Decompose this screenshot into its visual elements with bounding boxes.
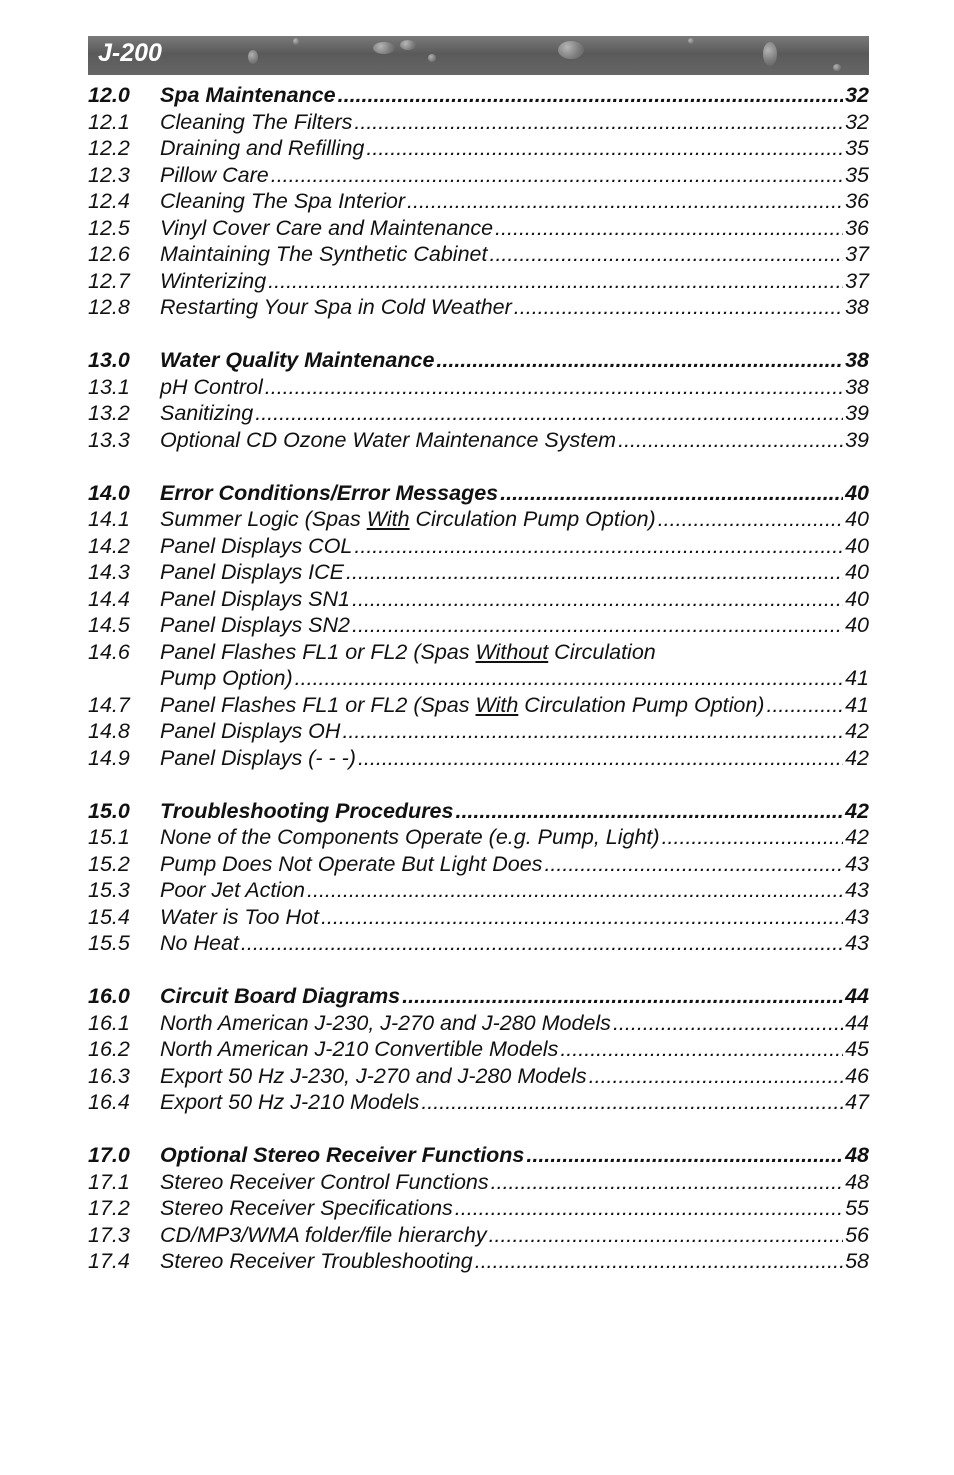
toc-title: Optional CD Ozone Water Maintenance System <box>160 427 617 452</box>
toc-entry-continuation[interactable] <box>88 665 869 692</box>
toc-entry[interactable] <box>88 1248 869 1275</box>
toc-number: 12.0 <box>88 83 130 107</box>
dot-leader <box>489 241 843 268</box>
toc-page-number: 48 <box>845 1143 869 1167</box>
toc-page-number: 55 <box>845 1196 869 1220</box>
toc-page-number: 38 <box>845 295 869 319</box>
toc-number: 14.2 <box>88 533 130 558</box>
toc-page-number: 36 <box>845 215 869 240</box>
toc-page-number: 40 <box>845 560 869 584</box>
toc-title: Stereo Receiver Control Functions <box>160 1169 489 1194</box>
dot-leader <box>475 1248 843 1275</box>
toc-title: Panel Displays ICE <box>160 560 345 584</box>
page-header-banner <box>88 36 869 75</box>
toc-title: Panel Displays OH <box>160 719 341 743</box>
toc-entry[interactable] <box>88 400 869 427</box>
toc-page-number: 39 <box>845 401 869 425</box>
dot-leader <box>514 294 843 321</box>
toc-number: 16.3 <box>88 1063 130 1088</box>
toc-title: Panel Flashes FL1 or FL2 (Spas With Circulation Pump Option) <box>160 692 765 717</box>
toc-number: 17.3 <box>88 1222 130 1247</box>
toc-title: No Heat <box>160 931 239 955</box>
toc-page-number: 43 <box>845 878 869 902</box>
toc-title: Pump Does Not Operate But Light Does <box>160 851 543 876</box>
toc-title: Water Quality Maintenance <box>160 348 435 372</box>
toc-title: Vinyl Cover Care and Maintenance <box>160 215 494 240</box>
toc-number: 12.6 <box>88 242 130 266</box>
toc-title: Panel Displays (- - -) <box>160 745 356 770</box>
toc-number: 14.8 <box>88 719 130 743</box>
dot-leader <box>358 745 843 772</box>
toc-page-number: 42 <box>845 719 869 743</box>
toc-title: Sanitizing <box>160 401 254 425</box>
toc-entry[interactable] <box>88 533 869 560</box>
toc-number: 17.0 <box>88 1143 130 1167</box>
toc-page-number: 48 <box>845 1169 869 1194</box>
toc-title: North American J-230, J-270 and J-280 Models <box>160 1010 611 1035</box>
dot-leader <box>658 506 843 533</box>
toc-number: 14.6 <box>88 639 130 664</box>
section-spacer <box>88 957 869 984</box>
toc-number: 12.4 <box>88 189 130 213</box>
toc-title: Pillow Care <box>160 162 269 187</box>
toc-section-heading[interactable] <box>88 82 869 109</box>
toc-number: 14.9 <box>88 745 130 770</box>
toc-section-heading[interactable] <box>88 347 869 374</box>
toc-title: Spa Maintenance <box>160 83 336 107</box>
water-drop-decoration <box>373 42 395 54</box>
toc-entry[interactable] <box>88 294 869 321</box>
toc-entry[interactable] <box>88 241 869 268</box>
section-spacer <box>88 453 869 480</box>
toc-number: 12.1 <box>88 109 130 134</box>
dot-leader <box>271 162 843 189</box>
toc-number: 17.2 <box>88 1196 130 1220</box>
toc-page-number: 56 <box>845 1222 869 1247</box>
dot-leader <box>342 718 843 745</box>
toc-section-heading[interactable] <box>88 798 869 825</box>
toc-entry[interactable] <box>88 506 869 533</box>
toc-title: Summer Logic (Spas With Circulation Pump Option) <box>160 507 656 531</box>
toc-page-number: 44 <box>845 984 869 1008</box>
toc-title: Winterizing <box>160 268 267 293</box>
toc-title: Stereo Receiver Troubleshooting <box>160 1249 473 1273</box>
dot-leader <box>321 904 843 931</box>
toc-number: 14.1 <box>88 507 130 531</box>
dot-leader <box>352 586 843 613</box>
water-drop-decoration <box>688 38 694 44</box>
toc-entry[interactable] <box>88 851 869 878</box>
toc-page-number: 44 <box>845 1010 869 1035</box>
toc-title: Restarting Your Spa in Cold Weather <box>160 295 512 319</box>
toc-number: 14.5 <box>88 613 130 637</box>
toc-page-number: 40 <box>845 507 869 531</box>
toc-page-number: 38 <box>845 374 869 399</box>
toc-title: Water is Too Hot <box>160 904 319 929</box>
toc-entry[interactable] <box>88 1063 869 1090</box>
dot-leader <box>421 1089 843 1116</box>
toc-title: Panel Flashes FL1 or FL2 (Spas Without Circulation <box>160 639 656 664</box>
toc-entry[interactable] <box>88 1089 869 1116</box>
toc-entry[interactable] <box>88 1195 869 1222</box>
dot-leader <box>407 188 843 215</box>
page-header-title: J-200 <box>98 39 162 67</box>
toc-entry[interactable] <box>88 1036 869 1063</box>
water-drop-decoration <box>428 54 436 62</box>
toc-title: pH Control <box>160 374 263 399</box>
dot-leader <box>491 1169 843 1196</box>
toc-number: 14.4 <box>88 586 130 611</box>
water-drop-decoration <box>833 64 841 71</box>
toc-number: 12.3 <box>88 162 130 187</box>
toc-page-number: 42 <box>845 825 869 849</box>
toc-page-number: 39 <box>845 427 869 452</box>
toc-number: 17.1 <box>88 1169 130 1194</box>
dot-leader <box>241 930 843 957</box>
toc-page-number: 40 <box>845 533 869 558</box>
section-spacer <box>88 771 869 798</box>
toc-entry[interactable] <box>88 374 869 401</box>
dot-leader <box>500 480 843 507</box>
water-drop-decoration <box>558 41 584 59</box>
toc-page-number: 43 <box>845 904 869 929</box>
toc-number: 17.4 <box>88 1249 130 1273</box>
toc-page-number: 43 <box>845 851 869 876</box>
toc-entry[interactable] <box>88 162 869 189</box>
dot-leader <box>618 427 843 454</box>
toc-entry[interactable] <box>88 877 869 904</box>
toc-title: Panel Displays SN1 <box>160 586 351 611</box>
toc-number: 16.0 <box>88 984 130 1008</box>
toc-entry[interactable] <box>88 612 869 639</box>
toc-title: Export 50 Hz J-230, J-270 and J-280 Models <box>160 1063 587 1088</box>
dot-leader <box>766 692 843 719</box>
toc-title: Error Conditions/Error Messages <box>160 480 499 505</box>
toc-title: Optional Stereo Receiver Functions <box>160 1143 525 1167</box>
toc-title: Panel Displays COL <box>160 533 353 558</box>
toc-page-number: 58 <box>845 1249 869 1273</box>
toc-entry[interactable] <box>88 824 869 851</box>
toc-title: Troubleshooting Procedures <box>160 798 454 823</box>
toc-number: 14.3 <box>88 560 130 584</box>
toc-number: 12.8 <box>88 295 130 319</box>
dot-leader <box>495 215 843 242</box>
dot-leader <box>307 877 843 904</box>
toc-entry[interactable] <box>88 268 869 295</box>
toc-page-number: 40 <box>845 480 869 505</box>
toc-page-number: 32 <box>845 83 869 107</box>
toc-title: Draining and Refilling <box>160 136 365 160</box>
toc-section-heading[interactable] <box>88 480 869 507</box>
dot-leader <box>354 533 843 560</box>
toc-number: 15.1 <box>88 825 130 849</box>
toc-number: 12.2 <box>88 136 130 160</box>
toc-title: North American J-210 Convertible Models <box>160 1037 559 1061</box>
toc-page-number: 46 <box>845 1063 869 1088</box>
toc-number: 16.1 <box>88 1010 130 1035</box>
toc-number: 13.1 <box>88 374 130 399</box>
dot-leader <box>544 851 843 878</box>
toc-entry[interactable] <box>88 1010 869 1037</box>
toc-page-number: 41 <box>845 692 869 717</box>
toc-title: Stereo Receiver Specifications <box>160 1196 453 1220</box>
toc-title: Circuit Board Diagrams <box>160 984 401 1008</box>
dot-leader <box>354 109 843 136</box>
toc-number: 13.3 <box>88 427 130 452</box>
water-drop-decoration <box>400 40 416 50</box>
dot-leader <box>338 82 843 109</box>
dot-leader <box>455 1195 843 1222</box>
toc-entry[interactable] <box>88 745 869 772</box>
toc-page-number: 40 <box>845 586 869 611</box>
underlined-word: With <box>366 507 410 531</box>
toc-page-number: 32 <box>845 109 869 134</box>
dot-leader <box>489 1222 844 1249</box>
dot-leader <box>662 824 844 851</box>
toc-page-number: 37 <box>845 268 869 293</box>
toc-page-number: 42 <box>845 798 869 823</box>
dot-leader <box>265 374 843 401</box>
toc-title: Poor Jet Action <box>160 878 305 902</box>
toc-title: Cleaning The Filters <box>160 109 353 134</box>
toc-entry[interactable] <box>88 109 869 136</box>
dot-leader <box>352 612 843 639</box>
toc-entry[interactable] <box>88 427 869 454</box>
toc-entry[interactable] <box>88 718 869 745</box>
toc-title: Panel Displays SN2 <box>160 613 351 637</box>
section-spacer <box>88 321 869 348</box>
toc-number: 15.0 <box>88 798 130 823</box>
dot-leader <box>346 559 843 586</box>
toc-number: 14.0 <box>88 480 130 505</box>
toc-section-heading[interactable] <box>88 983 869 1010</box>
dot-leader <box>526 1142 843 1169</box>
toc-page-number: 45 <box>845 1037 869 1061</box>
toc-title: None of the Components Operate (e.g. Pump, Light) <box>160 825 660 849</box>
toc-section-heading[interactable] <box>88 1142 869 1169</box>
toc-title: Export 50 Hz J-210 Models <box>160 1090 420 1114</box>
toc-entry[interactable] <box>88 639 869 666</box>
toc-number: 13.0 <box>88 348 130 372</box>
toc-page-number: 40 <box>845 613 869 637</box>
toc-entry[interactable] <box>88 559 869 586</box>
water-drop-decoration <box>248 50 258 64</box>
toc-page-number: 36 <box>845 189 869 213</box>
underlined-word: Without <box>475 639 549 664</box>
toc-title: Maintaining The Synthetic Cabinet <box>160 242 488 266</box>
section-spacer <box>88 1116 869 1143</box>
toc-number: 15.2 <box>88 851 130 876</box>
toc-entry[interactable] <box>88 1169 869 1196</box>
toc-number: 15.3 <box>88 878 130 902</box>
toc-page-number: 35 <box>845 162 869 187</box>
toc-entry[interactable] <box>88 1222 869 1249</box>
toc-number: 13.2 <box>88 401 130 425</box>
dot-leader <box>589 1063 843 1090</box>
dot-leader <box>560 1036 843 1063</box>
toc-number: 16.4 <box>88 1090 130 1114</box>
toc-page-number: 37 <box>845 242 869 266</box>
dot-leader <box>268 268 843 295</box>
dot-leader <box>436 347 843 374</box>
toc-page-number: 47 <box>845 1090 869 1114</box>
toc-number: 16.2 <box>88 1037 130 1061</box>
toc-title: Pump Option) <box>160 666 293 690</box>
dot-leader <box>295 665 843 692</box>
toc-number: 15.5 <box>88 931 130 955</box>
toc-entry[interactable] <box>88 586 869 613</box>
toc-number: 12.7 <box>88 268 130 293</box>
toc-page-number: 41 <box>845 666 869 690</box>
dot-leader <box>255 400 843 427</box>
toc-page-number: 38 <box>845 348 869 372</box>
dot-leader <box>402 983 843 1010</box>
toc-entry[interactable] <box>88 215 869 242</box>
toc-number: 14.7 <box>88 692 130 717</box>
toc-title: Cleaning The Spa Interior <box>160 189 406 213</box>
water-drop-decoration <box>293 38 299 45</box>
toc-entry[interactable] <box>88 188 869 215</box>
toc-number: 15.4 <box>88 904 130 929</box>
underlined-word: With <box>475 692 519 717</box>
toc-entry[interactable] <box>88 692 869 719</box>
toc-page-number: 42 <box>845 745 869 770</box>
toc-entry[interactable] <box>88 904 869 931</box>
toc-entry[interactable] <box>88 135 869 162</box>
toc-entry[interactable] <box>88 930 869 957</box>
toc-page-number: 35 <box>845 136 869 160</box>
dot-leader <box>613 1010 843 1037</box>
toc-title: CD/MP3/WMA folder/file hierarchy <box>160 1222 487 1247</box>
toc-number: 12.5 <box>88 215 130 240</box>
dot-leader <box>366 135 843 162</box>
toc-page-number: 43 <box>845 931 869 955</box>
table-of-contents <box>88 82 869 1275</box>
dot-leader <box>455 798 843 825</box>
water-drop-decoration <box>763 42 777 66</box>
